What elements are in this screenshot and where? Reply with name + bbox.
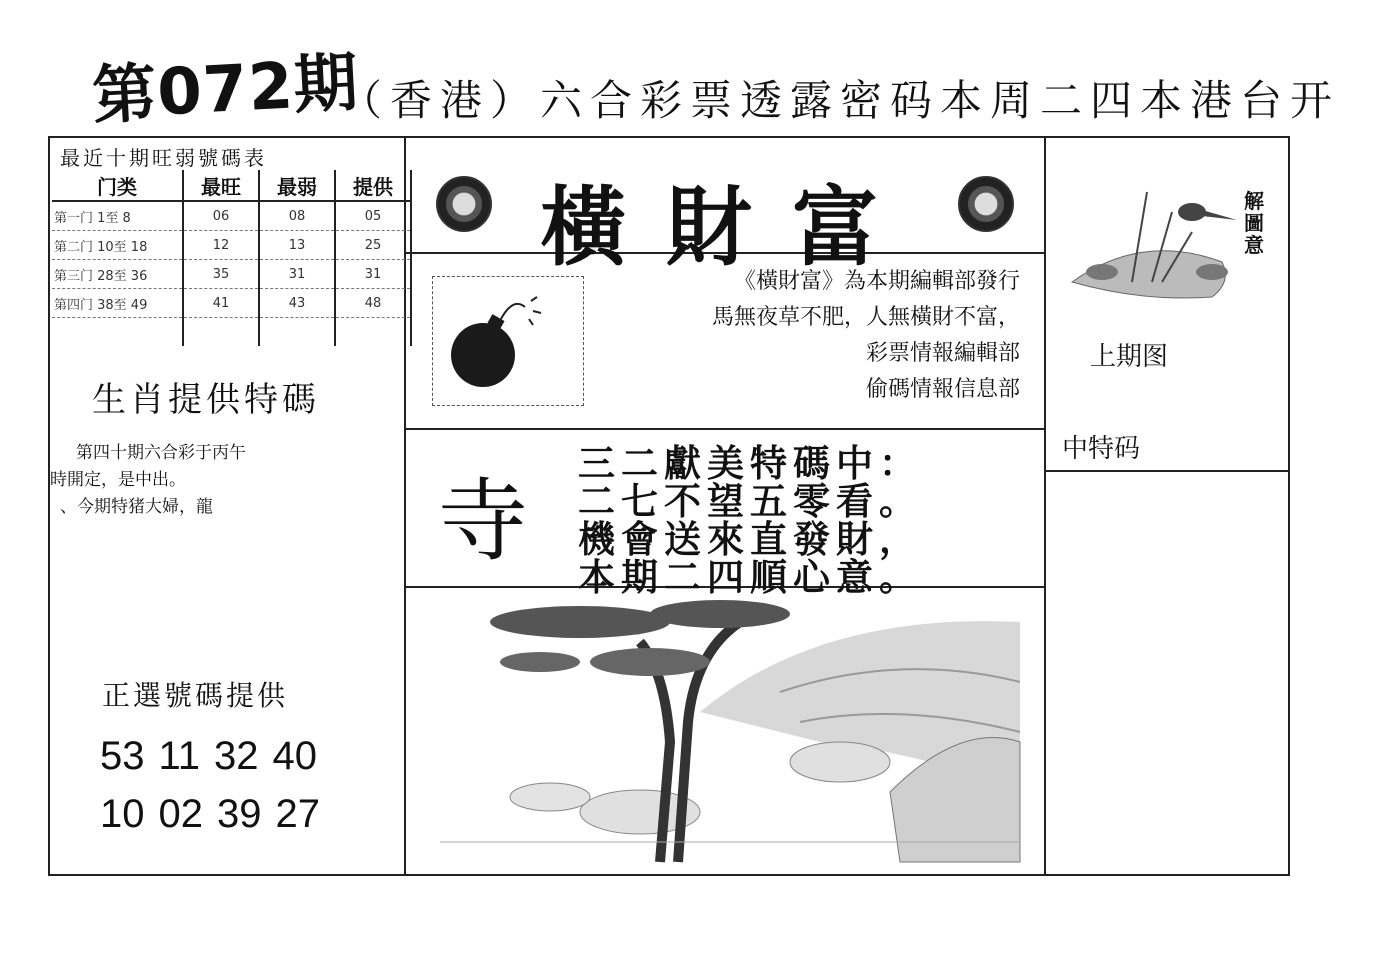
col-offer: 提供 <box>335 170 411 201</box>
hot-cell: 12 <box>183 231 259 260</box>
zodiac-heading: 生肖提供特碼 <box>92 380 320 420</box>
pick-number: 39 <box>217 792 262 836</box>
cold-cell: 43 <box>259 289 335 318</box>
offer-cell: 31 <box>335 260 411 289</box>
odds-table-title: 最近十期旺弱號碼表 <box>60 146 267 170</box>
picks-row-1 <box>100 734 331 779</box>
divider-notice <box>404 428 1044 430</box>
zodiac-line: 時開定，是中出。 <box>50 470 186 490</box>
picks-row-2 <box>100 792 334 837</box>
issue-number: 第072期 <box>90 46 361 134</box>
headline: （香港）六合彩票透露密码本周二四本港台开 <box>340 76 1341 125</box>
range-cell: 第四门 38至 49 <box>52 289 183 318</box>
range-cell: 第三门 28至 36 <box>52 260 183 289</box>
zodiac-line: 第四十期六合彩于丙午 <box>76 443 246 463</box>
range-cell: 第二门 10至 18 <box>52 231 183 260</box>
notice-line: 彩票情報編輯部 <box>865 341 1020 366</box>
col-hottest: 最旺 <box>183 170 259 201</box>
col-coldest: 最弱 <box>259 170 335 201</box>
bomb-illustration <box>432 276 584 406</box>
cold-cell: 31 <box>259 260 335 289</box>
pick-number: 40 <box>272 734 318 778</box>
table-row <box>52 231 411 260</box>
poem-line: 機會送來直發財， <box>578 517 922 561</box>
picture-hint-title: 解圖意 <box>1244 189 1264 257</box>
offer-cell: 48 <box>335 289 411 318</box>
hot-cell: 35 <box>183 260 259 289</box>
landscape-illustration <box>420 592 1036 872</box>
table-row <box>52 260 411 289</box>
hot-cell: 06 <box>183 201 259 231</box>
zodiac-text <box>50 440 350 521</box>
pick-number: 11 <box>158 734 201 778</box>
poem <box>578 441 922 599</box>
poem-line: 二七不望五零看。 <box>578 479 922 523</box>
notice-line: 偷碼情報信息部 <box>865 377 1020 402</box>
notice-text <box>590 264 1020 408</box>
divider-right-panel <box>1044 470 1290 472</box>
brand-title: 橫財富 <box>540 177 918 278</box>
cold-cell: 13 <box>259 231 335 260</box>
cold-cell: 08 <box>259 201 335 231</box>
notice-line: 《橫財富》為本期編輯部發行 <box>733 269 1020 294</box>
zodiac-line: 、今期特猪大婦，龍 <box>60 497 213 517</box>
coin-icon-left <box>436 176 492 232</box>
temple-character: 寺 <box>438 469 528 574</box>
last-issue-picture-label: 上期图 <box>1090 342 1169 372</box>
poem-line: 本期二四順心意。 <box>578 555 922 599</box>
table-row <box>52 201 411 231</box>
table-row-empty <box>52 318 411 347</box>
coin-icon-right <box>958 176 1014 232</box>
notice-line: 馬無夜草不肥，人無橫財不富， <box>711 305 1020 330</box>
table-row <box>52 289 411 318</box>
picks-heading: 正選號碼提供 <box>102 679 289 712</box>
bomb-icon <box>433 277 583 405</box>
pick-number: 02 <box>158 792 203 836</box>
pick-number: 27 <box>275 792 320 836</box>
odds-table <box>52 170 412 346</box>
offer-cell: 05 <box>335 201 411 231</box>
pick-number: 10 <box>100 792 145 836</box>
special-code-label: 中特码 <box>1062 434 1141 464</box>
pick-number: 53 <box>100 734 145 778</box>
divider-right <box>1044 136 1046 876</box>
poem-line: 三二獻美特碼中： <box>578 441 922 485</box>
bird-illustration <box>1062 172 1238 308</box>
offer-cell: 25 <box>335 231 411 260</box>
pick-number: 32 <box>214 734 259 778</box>
range-cell: 第一门 1至 8 <box>52 201 183 231</box>
col-category: 门类 <box>52 170 183 201</box>
hot-cell: 41 <box>183 289 259 318</box>
